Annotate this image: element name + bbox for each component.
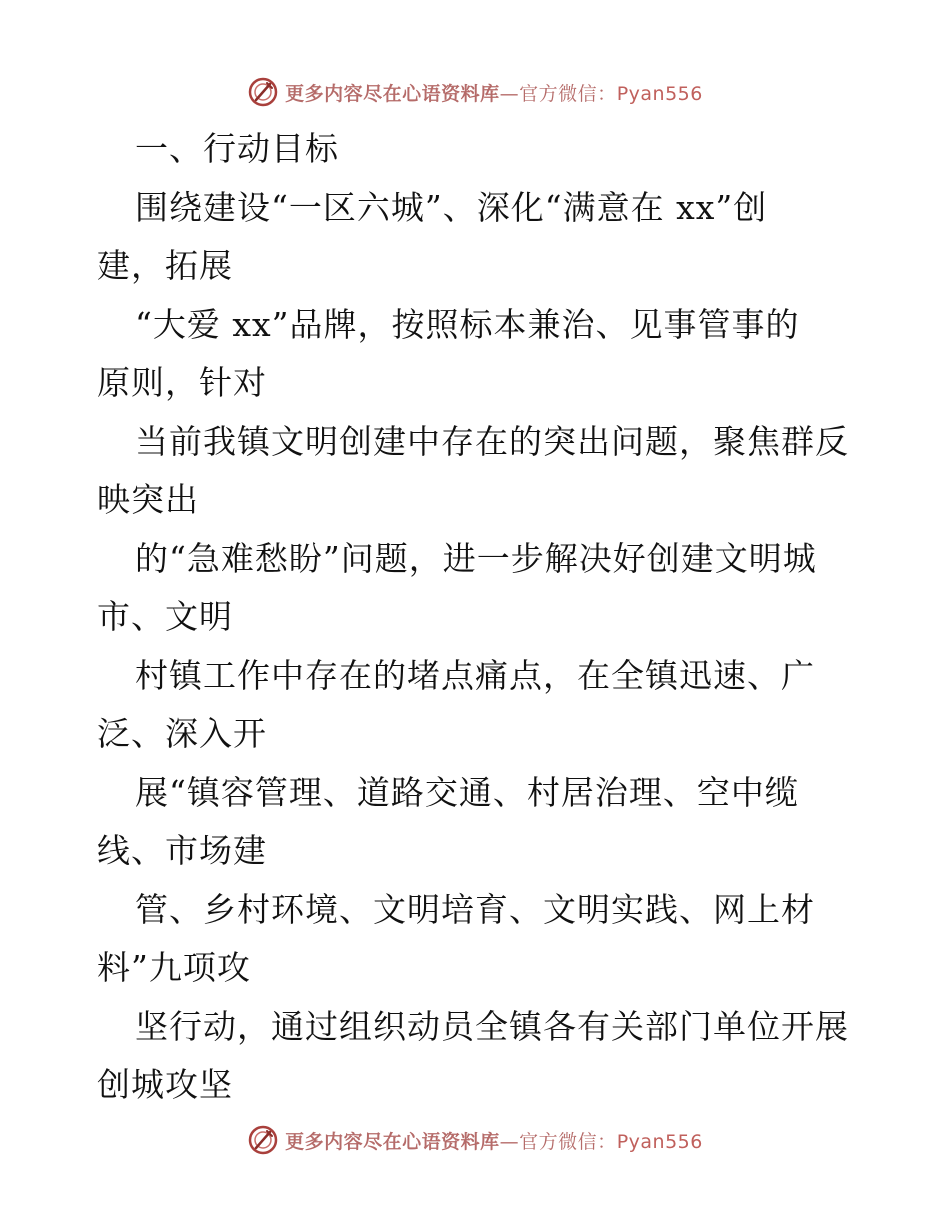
watermark-sub-text: 官方微信： [519,1130,617,1153]
paragraph-line: 原则，针对 [97,363,267,402]
section-heading: 一、行动目标 [135,129,339,168]
document-body [97,120,857,1115]
watermark-main-text: 更多内容尽在心语资料库 [285,82,500,105]
paragraph-line: 管、乡村环境、文明培育、文明实践、网上材 [135,889,815,929]
watermark-wechat-id: Pyan556 [616,1130,703,1153]
paragraph-line: 建，拓展 [97,246,233,285]
watermark-text [285,1127,703,1154]
watermark-separator: — [499,1130,520,1153]
watermark-main-text: 更多内容尽在心语资料库 [285,1130,500,1153]
paragraph-line: 围绕建设“一区六城”、深化“满意在 xx”创 [135,187,768,227]
paragraph-line: 市、文明 [97,597,233,636]
paragraph-line: “大爱 xx”品牌，按照标本兼治、见事管事的 [135,304,800,344]
watermark-separator: — [499,82,520,105]
paragraph-line: 展“镇容管理、道路交通、村居治理、空中缆 [135,772,799,812]
paragraph-line: 村镇工作中存在的堵点痛点，在全镇迅速、广 [135,655,815,695]
seal-logo-icon [247,1124,279,1156]
header-watermark [0,72,950,112]
paragraph-line: 泛、深入开 [97,714,267,753]
paragraph-line: 线、市场建 [97,831,267,870]
paragraph-line: 映突出 [97,480,199,519]
watermark-text [285,79,703,106]
paragraph-line: 当前我镇文明创建中存在的突出问题，聚焦群反 [135,421,849,461]
watermark-sub-text: 官方微信： [519,82,617,105]
footer-watermark [0,1120,950,1160]
paragraph-line: 坚行动，通过组织动员全镇各有关部门单位开展 [135,1006,849,1046]
paragraph-line: 料”九项攻 [97,948,251,987]
watermark-wechat-id: Pyan556 [616,82,703,105]
paragraph-line: 创城攻坚 [97,1065,233,1104]
paragraph-line: 的“急难愁盼”问题，进一步解决好创建文明城 [135,538,817,578]
seal-logo-icon [247,76,279,108]
